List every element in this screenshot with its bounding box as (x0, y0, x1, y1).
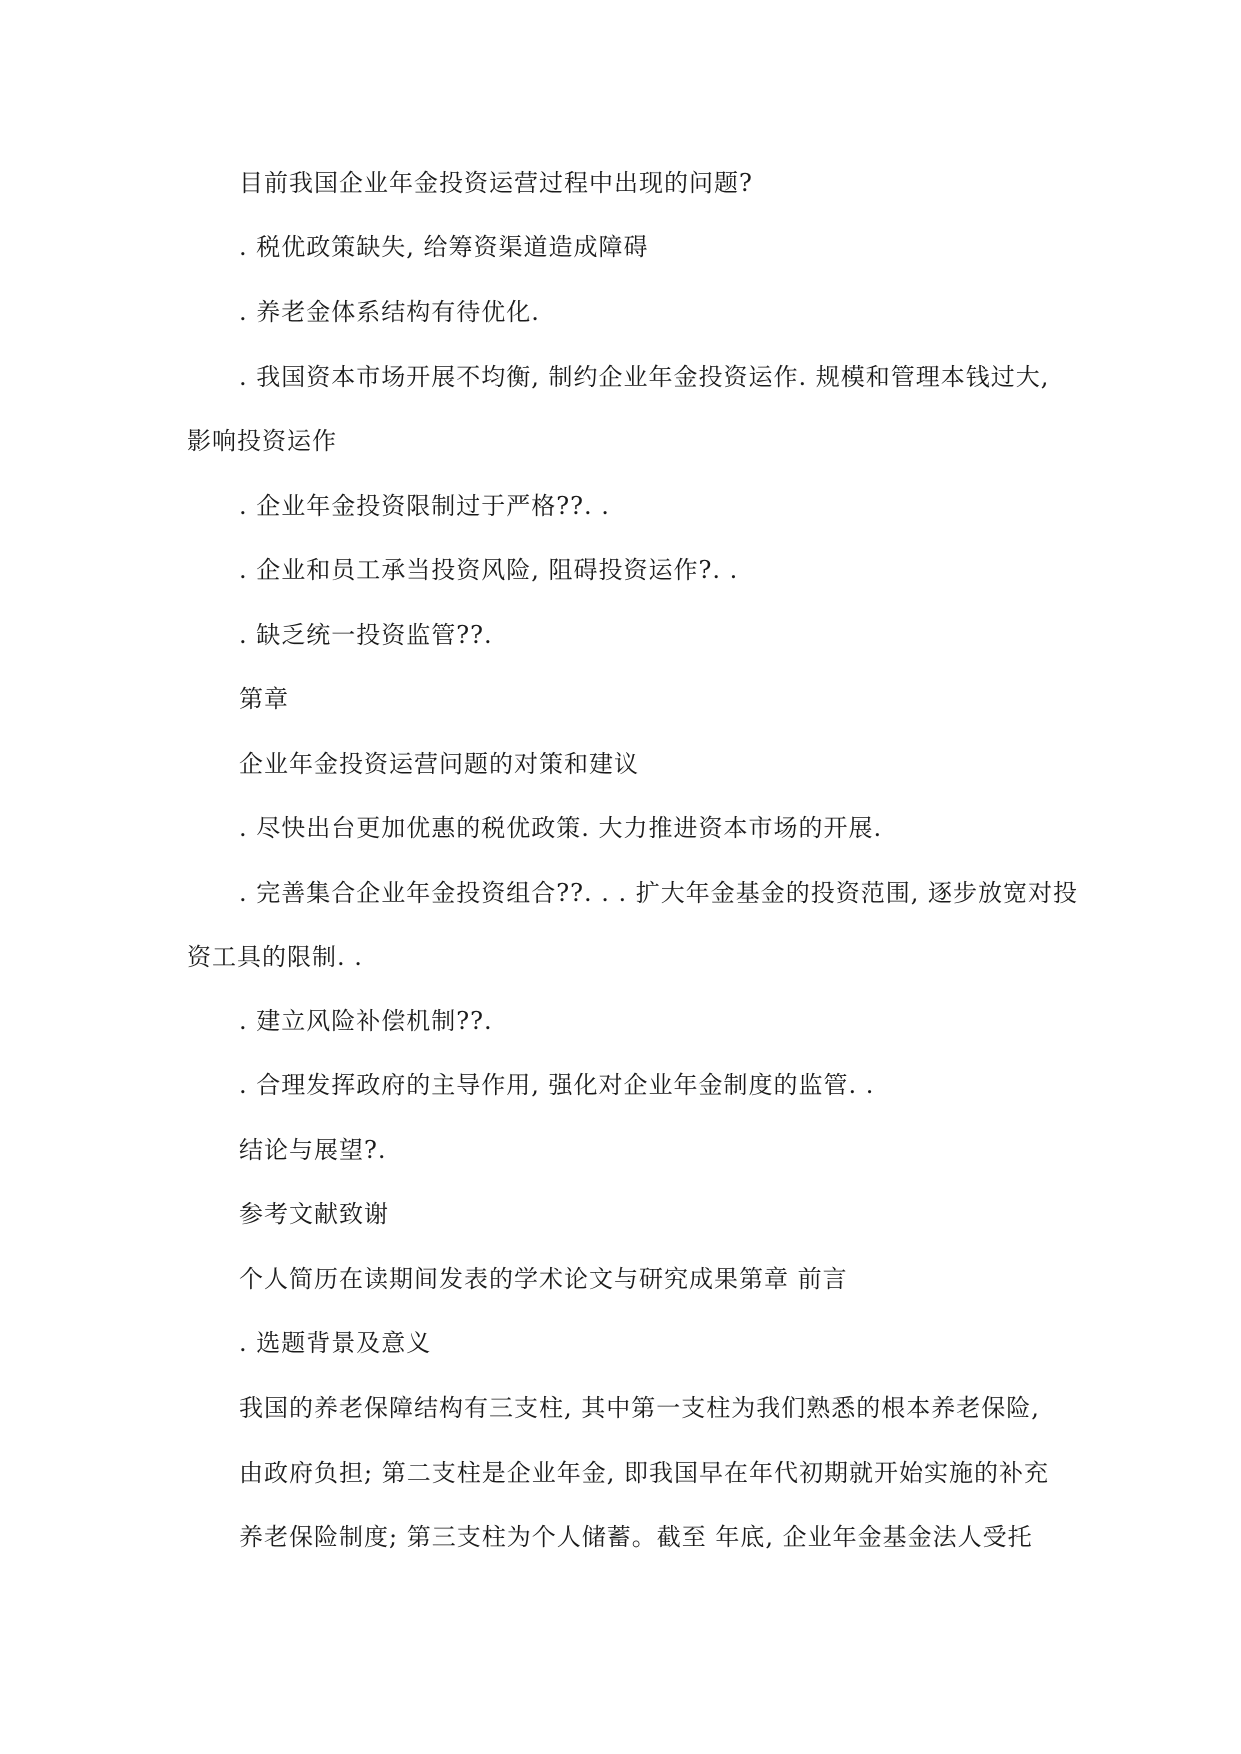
text-line: . 养老金体系结构有待优化. (239, 298, 540, 326)
text-line: . 合理发挥政府的主导作用, 强化对企业年金制度的监管. . (239, 1071, 875, 1099)
text-line: . 缺乏统一投资监管??. (239, 621, 493, 649)
text-line: 我国的养老保障结构有三支柱, 其中第一支柱为我们熟悉的根本养老保险, (239, 1394, 1040, 1422)
section-heading: 企业年金投资运营问题的对策和建议 (239, 750, 639, 778)
section-heading: . 选题背景及意义 (239, 1329, 432, 1357)
text-line: 影响投资运作 (187, 427, 337, 455)
text-line: 由政府负担; 第二支柱是企业年金, 即我国早在年代初期就开始实施的补充 (239, 1459, 1049, 1487)
text-line: 结论与展望?. (239, 1136, 387, 1164)
text-line: 参考文献致谢 (239, 1200, 389, 1228)
text-line: . 税优政策缺失, 给筹资渠道造成障碍 (239, 233, 649, 261)
text-line: 养老保险制度; 第三支柱为个人储蓄。截至 年底, 企业年金基金法人受托 (239, 1523, 1033, 1551)
text-line: . 建立风险补偿机制??. (239, 1007, 493, 1035)
text-line: . 企业和员工承当投资风险, 阻碍投资运作?. . (239, 556, 739, 584)
chapter-heading: 第章 (239, 685, 289, 713)
text-line: . 我国资本市场开展不均衡, 制约企业年金投资运作. 规模和管理本钱过大, (239, 363, 1050, 391)
text-line: 个人简历在读期间发表的学术论文与研究成果第章 前言 (239, 1265, 848, 1293)
text-line: 目前我国企业年金投资运营过程中出现的问题? (239, 169, 753, 197)
text-line: . 企业年金投资限制过于严格??. . (239, 492, 610, 520)
text-line: . 完善集合企业年金投资组合??. . . 扩大年金基金的投资范围, 逐步放宽对投 (239, 879, 1079, 907)
text-line: . 尽快出台更加优惠的税优政策. 大力推进资本市场的开展. (239, 814, 883, 842)
text-line: 资工具的限制. . (187, 943, 363, 971)
